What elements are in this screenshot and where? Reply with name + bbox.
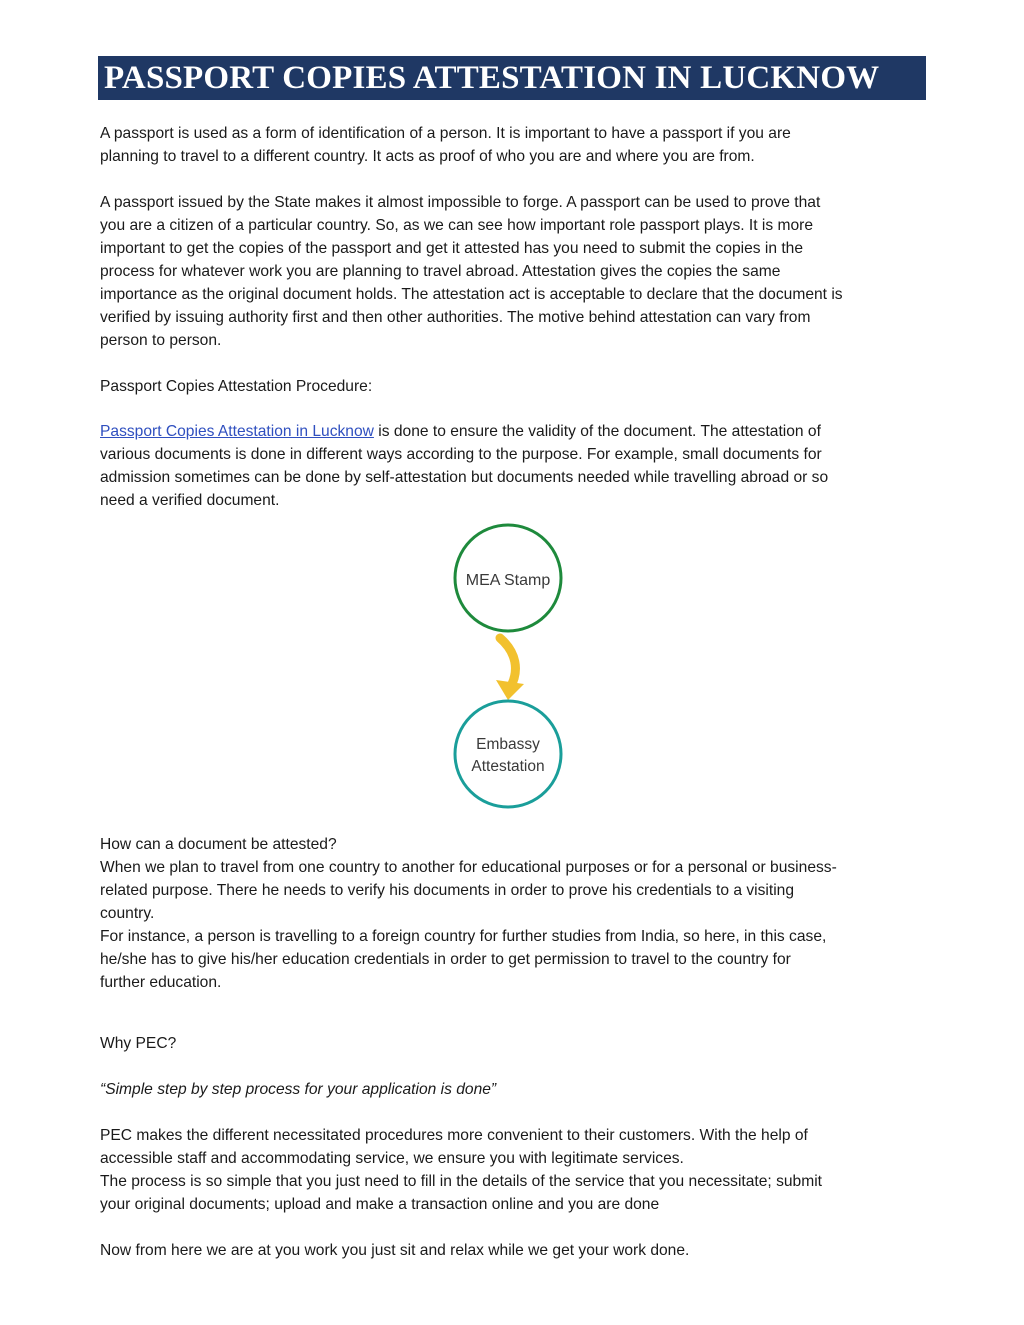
importance-paragraph bbox=[100, 191, 930, 352]
text-line: process for whatever work you are planning to travel abroad. Attestation gives the copies the same bbox=[100, 263, 781, 280]
how-section bbox=[100, 833, 930, 994]
attestation-label: Attestation bbox=[471, 758, 545, 775]
text-line: verified by issuing authority first and then other authorities. The motive behind attestation can vary from bbox=[100, 309, 811, 326]
why-pec-heading: Why PEC? bbox=[100, 1035, 177, 1052]
text-line: he/she has to give his/her education credentials in order to get permission to travel to the country for bbox=[100, 951, 791, 968]
text-line: For instance, a person is travelling to a foreign country for further studies from India, so here, in this case, bbox=[100, 928, 827, 945]
intro-paragraph bbox=[100, 122, 930, 168]
attestation-link[interactable]: Passport Copies Attestation in Lucknow bbox=[100, 423, 374, 440]
embassy-attestation-circle bbox=[455, 701, 561, 807]
text-line: you are a citizen of a particular country. So, as we can see how important role passport plays. It is more bbox=[100, 217, 814, 234]
text-line: your original documents; upload and make a transaction online and you are done bbox=[100, 1196, 660, 1213]
text-line: The process is so simple that you just need to fill in the details of the service that you necessitate; submit bbox=[100, 1173, 823, 1190]
attestation-flow-diagram bbox=[440, 520, 580, 820]
text-line: need a verified document. bbox=[100, 492, 280, 509]
text-line: admission sometimes can be done by self-attestation but documents needed while travelling abroad or so bbox=[100, 469, 829, 486]
text-line bbox=[100, 420, 930, 443]
mea-stamp-label: MEA Stamp bbox=[465, 572, 551, 589]
closing-paragraph: Now from here we are at you work you just sit and relax while we get your work done. bbox=[100, 1242, 690, 1259]
how-heading: How can a document be attested? bbox=[100, 836, 337, 853]
text-line: A passport is used as a form of identification of a person. It is important to have a passport if you are bbox=[100, 125, 791, 142]
title-banner bbox=[98, 56, 926, 100]
page-title: PASSPORT COPIES ATTESTATION IN LUCKNOW bbox=[104, 59, 880, 96]
text-line: person to person. bbox=[100, 332, 222, 349]
arrow-down-icon bbox=[500, 638, 515, 688]
pec-paragraph bbox=[100, 1124, 930, 1216]
procedure-paragraph bbox=[100, 420, 930, 512]
text-line: PEC makes the different necessitated procedures more convenient to their customers. With the help of bbox=[100, 1127, 808, 1144]
text-line: related purpose. There he needs to verify his documents in order to prove his credentials to a visiting bbox=[100, 882, 795, 899]
arrow-head-icon bbox=[496, 680, 524, 700]
text-line: country. bbox=[100, 905, 155, 922]
text-line: importance as the original document holds. The attestation act is acceptable to declare that the document is bbox=[100, 286, 843, 303]
text-line: When we plan to travel from one country to another for educational purposes or for a personal or business- bbox=[100, 859, 837, 876]
text-line: A passport issued by the State makes it almost impossible to forge. A passport can be used to prove that bbox=[100, 194, 821, 211]
text-line: planning to travel to a different country. It acts as proof of who you are and where you are from. bbox=[100, 148, 755, 165]
embassy-label: Embassy bbox=[476, 736, 540, 753]
procedure-heading: Passport Copies Attestation Procedure: bbox=[100, 378, 373, 395]
pec-quote: “Simple step by step process for your application is done” bbox=[100, 1081, 497, 1098]
text-line: important to get the copies of the passport and get it attested has you need to submit the copies in the bbox=[100, 240, 804, 257]
text-line: accessible staff and accommodating service, we ensure you with legitimate services. bbox=[100, 1150, 684, 1167]
text-line: various documents is done in different ways according to the purpose. For example, small documents for bbox=[100, 446, 822, 463]
text-line: further education. bbox=[100, 974, 222, 991]
text-fragment: is done to ensure the validity of the document. The attestation of bbox=[373, 423, 821, 440]
